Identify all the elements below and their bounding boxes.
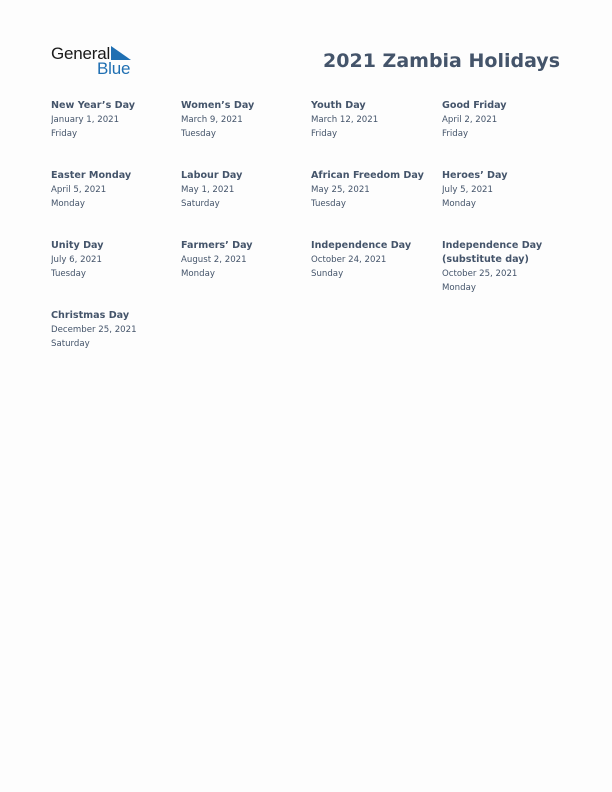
logo-text-blue: Blue xyxy=(97,59,131,78)
holiday-date: October 25, 2021 xyxy=(442,269,518,279)
holiday-weekday: Monday xyxy=(51,199,85,209)
logo-flag-icon xyxy=(111,46,131,60)
holiday-date: August 2, 2021 xyxy=(181,255,247,265)
holiday-weekday: Sunday xyxy=(311,269,344,279)
holiday-date: April 5, 2021 xyxy=(51,185,107,195)
holiday-name: African Freedom Day xyxy=(311,170,424,181)
holiday-item xyxy=(311,168,442,238)
page-title: 2021 Zambia Holidays xyxy=(323,50,560,72)
holiday-weekday: Friday xyxy=(311,129,338,139)
holiday-weekday: Friday xyxy=(442,129,469,139)
generalblue-logo xyxy=(51,44,141,80)
holiday-item xyxy=(51,238,181,308)
holiday-item xyxy=(442,168,571,238)
holiday-date: May 25, 2021 xyxy=(311,185,370,195)
holiday-name: Independence Day xyxy=(311,240,412,251)
holiday-name: Good Friday xyxy=(442,100,507,111)
holiday-date: May 1, 2021 xyxy=(181,185,235,195)
holiday-name: Unity Day xyxy=(51,240,104,251)
holiday-name: Labour Day xyxy=(181,170,243,181)
holiday-weekday: Tuesday xyxy=(311,199,346,209)
holiday-item xyxy=(51,98,181,168)
holiday-date: March 12, 2021 xyxy=(311,115,379,125)
holiday-date: October 24, 2021 xyxy=(311,255,387,265)
holiday-list xyxy=(51,98,571,378)
holiday-weekday: Monday xyxy=(442,199,476,209)
holiday-item xyxy=(442,98,571,168)
holiday-name: Independence Day (substitute day) xyxy=(442,240,543,265)
holiday-item xyxy=(311,238,442,308)
holiday-weekday: Tuesday xyxy=(181,129,216,139)
holiday-item xyxy=(181,168,311,238)
holiday-date: December 25, 2021 xyxy=(51,325,137,335)
holiday-item xyxy=(311,98,442,168)
holiday-name: Heroes’ Day xyxy=(442,170,508,181)
holiday-date: April 2, 2021 xyxy=(442,115,498,125)
holiday-name: Women’s Day xyxy=(181,100,255,111)
holiday-item xyxy=(51,308,181,378)
holiday-weekday: Friday xyxy=(51,129,78,139)
holiday-date: March 9, 2021 xyxy=(181,115,243,125)
holiday-date: July 5, 2021 xyxy=(442,185,493,195)
holiday-item xyxy=(181,238,311,308)
holiday-item xyxy=(442,238,571,308)
holiday-name: Easter Monday xyxy=(51,170,132,181)
holiday-item xyxy=(51,168,181,238)
holiday-weekday: Monday xyxy=(181,269,215,279)
holiday-name: Youth Day xyxy=(311,100,366,111)
holiday-name: Christmas Day xyxy=(51,310,130,321)
logo-text-general: General xyxy=(51,44,111,63)
holiday-date: January 1, 2021 xyxy=(51,115,120,125)
holiday-weekday: Monday xyxy=(442,283,476,293)
holiday-weekday: Saturday xyxy=(51,339,90,349)
holiday-item xyxy=(181,98,311,168)
holiday-name: Farmers’ Day xyxy=(181,240,253,251)
holiday-weekday: Saturday xyxy=(181,199,220,209)
holiday-name: New Year’s Day xyxy=(51,100,136,111)
holiday-weekday: Tuesday xyxy=(51,269,86,279)
holiday-date: July 6, 2021 xyxy=(51,255,102,265)
